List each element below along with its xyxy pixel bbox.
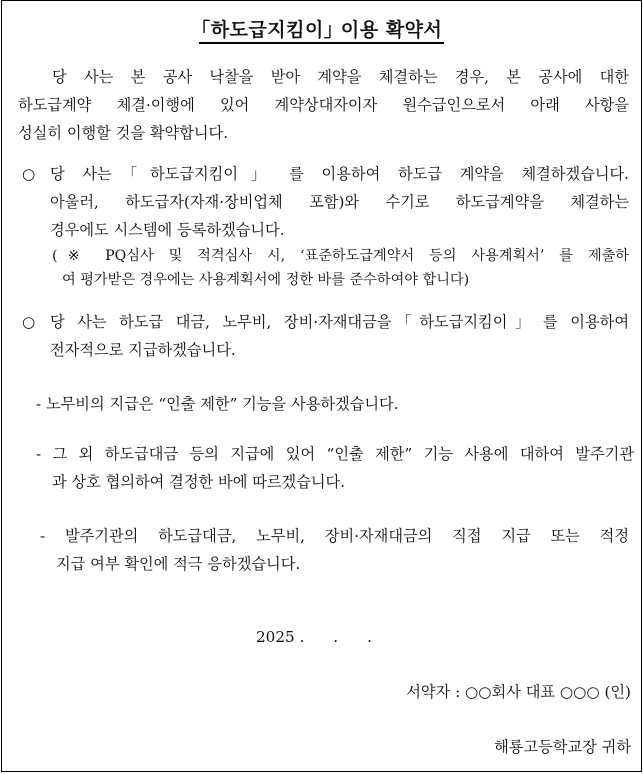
sub-item-3-line-1: - 발주기관의 하도급대금, 노무비, 장비·자재대금의 직접 지급 또는 적정 bbox=[40, 527, 629, 545]
item1-line-2: 아울러, 하도급자(자재·장비업체 포함)와 수기로 하도급계약을 체결하는 bbox=[50, 193, 629, 211]
intro-line-2: 하도급계약 체결·이행에 있어 계약상대자이자 원수급인으로서 아래 사항을 bbox=[18, 96, 629, 114]
sub-item-1: - 노무비의 지급은 “인출 제한” 기능을 사용하겠습니다. bbox=[36, 395, 399, 413]
item1-line-3: 경우에도 시스템에 등록하겠습니다. bbox=[50, 221, 285, 239]
addressee: 해룡고등학교장 귀하 bbox=[494, 738, 631, 756]
document-title: ｢하도급지킴이｣ 이용 확약서 bbox=[2, 15, 641, 42]
item2-line-2: 전자적으로 지급하겠습니다. bbox=[50, 341, 236, 359]
item1-line-1: 당 사는 ｢하도급지킴이｣ 를 이용하여 하도급 계약을 체결하겠습니다. bbox=[50, 165, 629, 183]
sub-item-2-line-2: 과 상호 협의하여 결정한 바에 따르겠습니다. bbox=[52, 473, 346, 491]
item2-line-1: 당 사는 하도급 대금, 노무비, 장비·자재대금을 ｢하도급지킴이｣ 를 이용하여 bbox=[50, 313, 629, 331]
item1-note-line-2: 여 평가받은 경우에는 사용계획서에 정한 바를 준수하여야 합니다) bbox=[62, 272, 470, 288]
intro-line-1: 당 사는 본 공사 낙찰을 받아 계약을 체결하는 경우, 본 공사에 대한 bbox=[52, 68, 629, 86]
item1-marker: ○ bbox=[22, 165, 36, 183]
item1-note-line-1: (※ PQ심사 및 적격심사 시, ‘표준하도급계약서 등의 사용계획서’ 를 제출하 bbox=[52, 248, 629, 264]
signer: 서약자 : ○○회사 대표 ○○○ (인) bbox=[406, 683, 631, 701]
item2-marker: ○ bbox=[22, 313, 36, 331]
sub-item-2-line-1: - 그 외 하도급대금 등의 지급에 있어 “인출 제한” 기능 사용에 대하여 발주기관 bbox=[36, 445, 634, 463]
pledge-document bbox=[1, 0, 642, 772]
intro-line-3: 성실히 이행할 것을 확약합니다. bbox=[18, 124, 229, 142]
date: 2025 . . . bbox=[256, 628, 372, 646]
sub-item-3-line-2: 지급 여부 확인에 적극 응하겠습니다. bbox=[56, 555, 301, 573]
